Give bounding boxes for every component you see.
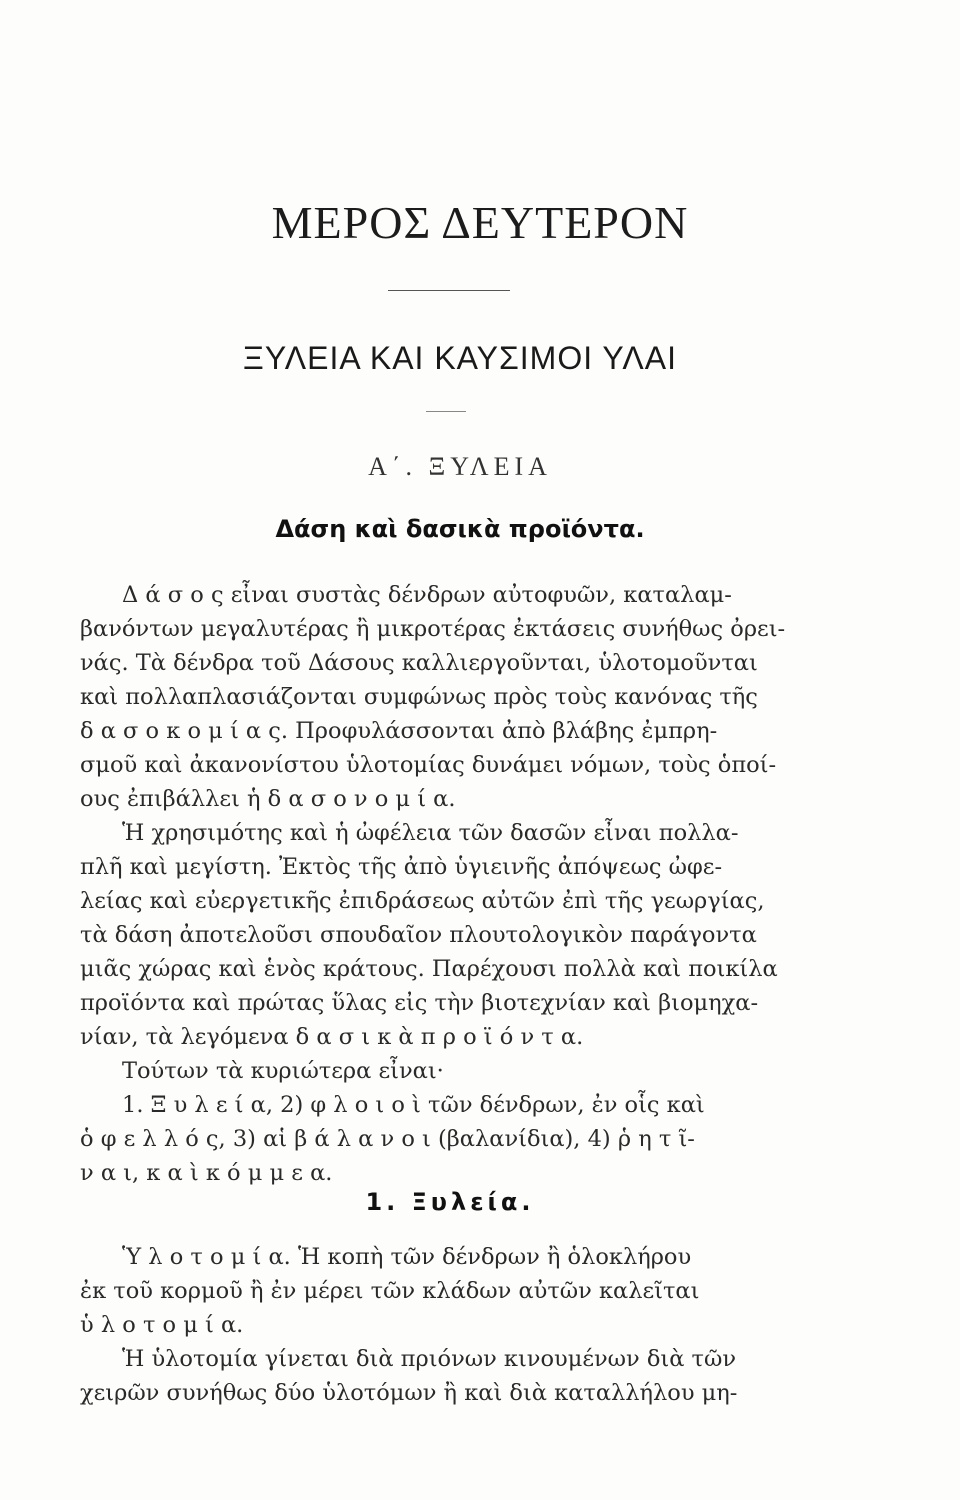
text-line: χειρῶν συνήθως δύο ὑλοτόμων ἢ καὶ διὰ καταλλήλου μη-: [80, 1380, 738, 1406]
text-line: Τούτων τὰ κυριώτερα εἶναι·: [122, 1058, 444, 1084]
text-line: νίαν, τὰ λεγόμενα δ α σ ι κ ὰ π ρ ο ϊ ό ν τ α.: [80, 1024, 584, 1050]
text-line: Ὑ λ ο τ ο μ ί α. Ἡ κοπὴ τῶν δένδρων ἢ ὁλοκλήρου: [122, 1244, 692, 1270]
text-line: λείας καὶ εὐεργετικῆς ἐπιδράσεως αὐτῶν ἐπὶ τῆς γεωργίας,: [80, 888, 765, 914]
text-line: ἐκ τοῦ κορμοῦ ἢ ἐν μέρει τῶν κλάδων αὐτῶν καλεῖται: [80, 1278, 700, 1304]
text-line: ὑ λ ο τ ο μ ί α.: [80, 1312, 244, 1338]
main-title: ΞΥΛΕΙΑ ΚΑΙ ΚΑΥΣΙΜΟΙ ΥΛΑΙ: [243, 340, 677, 376]
text-line: Ἡ χρησιμότης καὶ ἡ ὠφέλεια τῶν δασῶν εἶναι πολλα-: [122, 820, 739, 846]
text-line: προϊόντα καὶ πρώτας ὕλας εἰς τὴν βιοτεχνίαν καὶ βιομηχα-: [80, 990, 759, 1016]
text-line: Ἡ ὑλοτομία γίνεται διὰ πριόνων κινουμένων διὰ τῶν: [122, 1346, 737, 1372]
text-line: δ α σ ο κ ο μ ί α ς. Προφυλάσσονται ἀπὸ βλάβης ἐμπρη-: [80, 718, 718, 744]
text-line: πλῆ καὶ μεγίστη. Ἐκτὸς τῆς ἀπὸ ὑγιεινῆς ἀπόψεως ὠφε-: [80, 854, 723, 880]
part-title: ΜΕΡΟΣ ΔΕΥΤΕΡΟΝ: [271, 197, 689, 248]
short-rule: [426, 411, 466, 412]
text-line: μιᾶς χώρας καὶ ἑνὸς κράτους. Παρέχουσι πολλὰ καὶ ποικίλα: [80, 956, 778, 982]
section-subtitle: Δάση καὶ δασικὰ προϊόντα.: [275, 515, 645, 543]
text-line: ους ἐπιβάλλει ἡ δ α σ ο ν ο μ ί α.: [80, 786, 456, 812]
text-line: καὶ πολλαπλασιάζονται συμφώνως πρὸς τοὺς κανόνας τῆς: [80, 684, 758, 710]
text-line: νάς. Τὰ δένδρα τοῦ Δάσους καλλιεργοῦνται, ὑλοτομοῦνται: [80, 650, 758, 676]
section-title: Α΄. ΞΥΛΕΙΑ: [368, 452, 552, 481]
text-line: 1. Ξ υ λ ε ί α, 2) φ λ ο ι ο ὶ τῶν δένδρων, ἐν οἷς καὶ: [122, 1092, 705, 1118]
text-line: ν α ι, κ α ὶ κ ό μ μ ε α.: [80, 1160, 333, 1186]
title-rule: [388, 290, 510, 291]
subsection-heading: 1. Ξυλεία.: [365, 1188, 535, 1216]
text-line: ὁ φ ε λ λ ό ς, 3) αἱ β ά λ α ν ο ι (βαλανίδια), 4) ῥ η τ ῖ-: [80, 1126, 695, 1152]
text-line: Δ ά σ ο ς εἶναι συστὰς δένδρων αὐτοφυῶν, καταλαμ-: [122, 582, 732, 608]
text-line: τὰ δάση ἀποτελοῦσι σπουδαῖον πλουτολογικὸν παράγοντα: [80, 922, 757, 948]
text-line: βανόντων μεγαλυτέρας ἢ μικροτέρας ἐκτάσεις συνήθως ὀρει-: [80, 616, 786, 642]
text-line: σμοῦ καὶ ἀκανονίστου ὑλοτομίας δυνάμει νόμων, τοὺς ὁποί-: [80, 752, 777, 778]
